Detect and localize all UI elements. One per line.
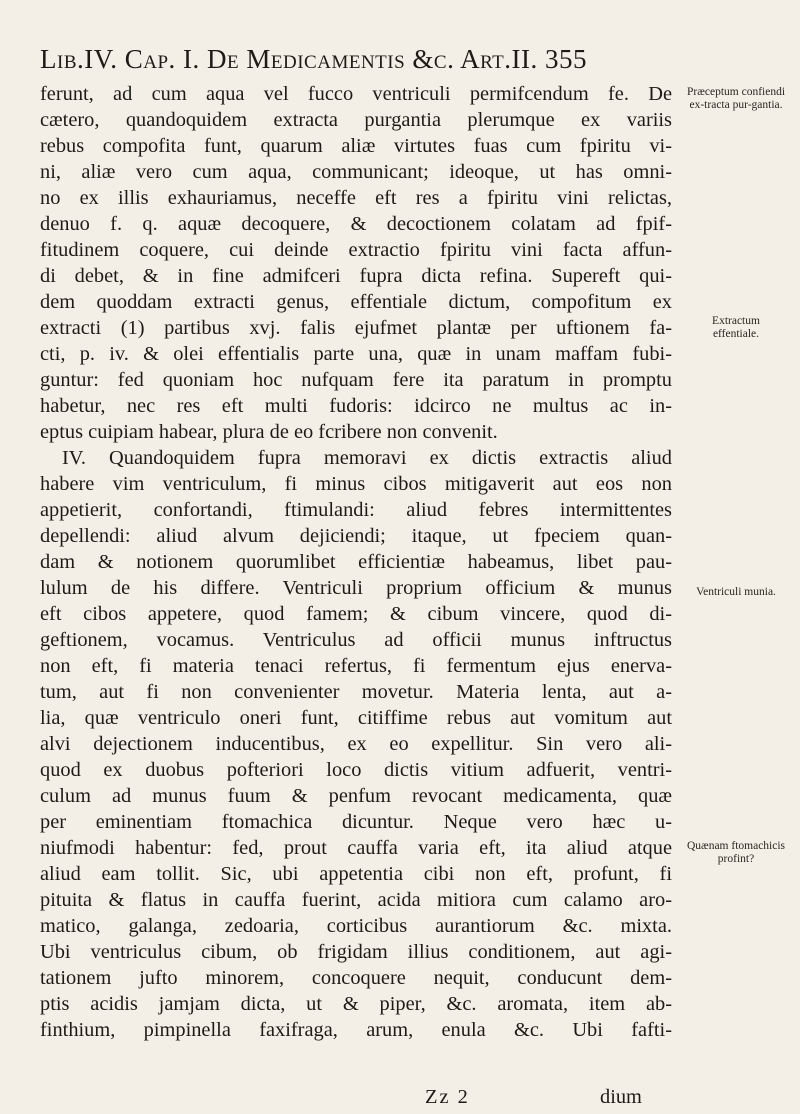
text-line: guntur: fed quoniam hoc nufquam fere ita paratum in promptu	[40, 369, 672, 391]
text-line: lulum de his differe. Ventriculi proprium officium & munus	[40, 577, 672, 599]
text-line: habetur, nec res eft multi fudoris: idcirco ne multus ac in-	[40, 395, 672, 417]
text-line: ferunt, ad cum aqua vel fucco ventriculi permifcendum fe. De	[40, 83, 672, 105]
text-line: lia, quæ ventriculo oneri funt, citiffime rebus aut vomitum aut	[40, 707, 672, 729]
text-line: fitudinem coquere, cui deinde extractio fpiritu vini facta affun-	[40, 239, 672, 261]
text-line: matico, galanga, zedoaria, corticibus aurantiorum &c. mixta.	[40, 915, 672, 937]
text-line: per eminentiam ftomachica dicuntur. Neque vero hæc u-	[40, 811, 672, 833]
text-line: geftionem, vocamus. Ventriculus ad officii munus inftructus	[40, 629, 672, 651]
text-line: tum, aut fi non convenienter movetur. Materia lenta, aut a-	[40, 681, 672, 703]
text-line: quod ex duobus pofteriori loco dictis vitium adfuerit, ventri-	[40, 759, 672, 781]
text-line: habere vim ventriculum, fi minus cibos mitigaverit aut eos non	[40, 473, 672, 495]
text-line: extracti (1) partibus xvj. falis ejufmet plantæ per uftionem fa-	[40, 317, 672, 339]
text-line: alvi dejectionem inducentibus, ex eo expellitur. Sin vero ali-	[40, 733, 672, 755]
text-line: Ubi ventriculus cibum, ob frigidam illius conditionem, aut agi-	[40, 941, 672, 963]
text-line: di debet, & in fine admifceri fupra dicta refina. Supereft qui-	[40, 265, 672, 287]
text-line: culum ad munus fuum & penfum revocant medicamenta, quæ	[40, 785, 672, 807]
text-line: ni, aliæ vero cum aqua, communicant; ideoque, ut has omni-	[40, 161, 672, 183]
text-line: tationem jufto minorem, concoquere nequit, conducunt dem-	[40, 967, 672, 989]
paragraph-start-line: IV. Quandoquidem fupra memoravi ex dictis extractis aliud	[62, 447, 672, 469]
text-line: dam & notionem quorumlibet efficientiæ habeamus, libet pau-	[40, 551, 672, 573]
margin-note-stomachicis: Quænam ftomachicis profint?	[686, 840, 786, 865]
text-line: rebus compofita funt, quarum aliæ virtutes fuas cum fpiritu vi-	[40, 135, 672, 157]
text-line: dem quoddam extracti genus, effentiale dictum, compofitum ex	[40, 291, 672, 313]
text-line: aliud eam tollit. Sic, ubi appetentia cibi non eft, profunt, fi	[40, 863, 672, 885]
running-head-title: Lib.IV. Cap. I. De Medicamentis &c. Art.II.	[40, 44, 538, 74]
text-line: no ex illis exhauriamus, neceffe eft res a fpiritu vini relictas,	[40, 187, 672, 209]
text-line: cti, p. iv. & olei effentialis parte una, quæ in unam maffam fubi-	[40, 343, 672, 365]
margin-note-extractum: Extractum	[712, 315, 760, 327]
page-number: 355	[544, 44, 587, 74]
text-line: cætero, quandoquidem extracta purgantia plerumque ex variis	[40, 109, 672, 131]
margin-note-preceptum: Præceptum confiendi ex-tracta pur-gantia.	[686, 86, 786, 111]
text-line: non eft, fi materia tenaci refertus, fi fermentum ejus enerva-	[40, 655, 672, 677]
text-line: ptis acidis jamjam dicta, ut & piper, &c. aromata, item ab-	[40, 993, 672, 1015]
running-head	[40, 44, 780, 75]
text-line: eptus cuipiam habear, plura de eo fcribere non convenit.	[40, 421, 498, 443]
main-text	[40, 81, 672, 1043]
text-line: finthium, pimpinella faxifraga, arum, enula &c. Ubi fafti-	[40, 1019, 672, 1041]
text-line: appetierit, confortandi, ftimulandi: aliud febres intermittentes	[40, 499, 672, 521]
text-line: depellendi: aliud alvum dejiciendi; itaque, ut fpeciem quan-	[40, 525, 672, 547]
text-line: eft cibos appetere, quod famem; & cibum vincere, quod di-	[40, 603, 672, 625]
text-line: pituita & flatus in cauffa fuerint, acida mitiora cum calamo aro-	[40, 889, 672, 911]
text-line: niufmodi habentur: fed, prout cauffa varia eft, ita aliud atque	[40, 837, 672, 859]
catchword: dium	[600, 1086, 642, 1108]
signature-mark: Zz 2	[425, 1086, 470, 1108]
text-line: denuo f. q. aquæ decoquere, & decoctionem colatam ad fpif-	[40, 213, 672, 235]
margin-note-ventriculi: Ventriculi munia.	[696, 586, 776, 598]
margin-note-essentiale: effentiale.	[712, 328, 760, 340]
